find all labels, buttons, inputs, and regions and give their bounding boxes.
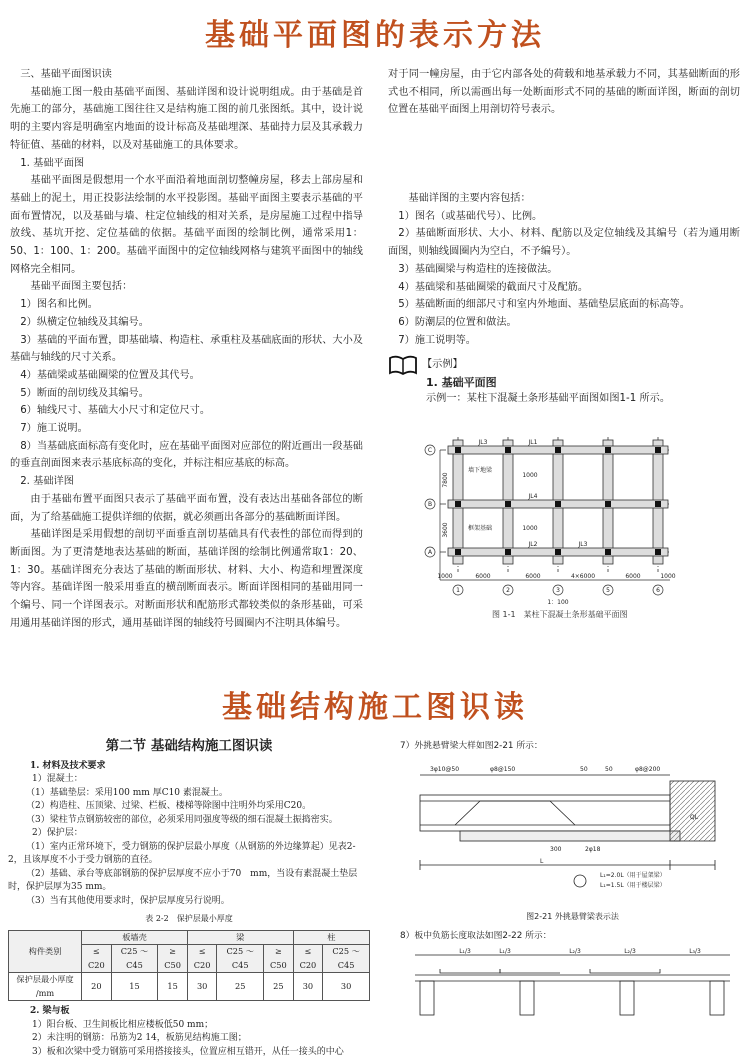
dim-label: 1000 [522, 525, 537, 532]
table-cell: 保护层最小厚度 /mm [9, 973, 82, 1001]
subheading-detail: 2. 基础详图 [10, 473, 363, 491]
example-header [388, 355, 740, 375]
beam-label: JL1 [528, 439, 538, 446]
table-header: ≥ C50 [158, 945, 188, 973]
table-header: ≥ C50 [264, 945, 294, 973]
dim-label: L₁/3 [499, 948, 511, 955]
section-title-top: 基础平面图的表示方法 [0, 10, 750, 54]
intro-paragraph: 基础施工图一般由基础平面图、基础详图和设计说明组成。由于基础是首先施工的部分，基础施工图往往又是结构施工图的前几张图纸。其中，设计说明的主要内容是明确室内地面的设计标高及基础埋深、基础持力层及其承载力特征值、基础的材料，以及对基础施工的具体要求。 [10, 84, 363, 155]
table-header: ≤ C20 [187, 945, 217, 973]
detail-paragraph-2: 基础详图是采用假想的剖切平面垂直剖切基础具有代表性的部位而得到的断面图。为了更清楚地表达基础的断面，基础详图的绘制比例通常取1：20、1：30。基础详图充分表达了基础的断面形状、材料、大小、构造和埋置深度等内容。基础详图一般采用垂直的横剖断面表示。断面详图相同的基础用同一个编号、同一个详图表示。对断面形状和配筋形式都较类似的条形基础，可采用通用基础详图的形式，通用基础详图的轴线符号圆圈内不注明具体编号。 [10, 526, 363, 579]
rebar-label: 2φ18 [585, 846, 601, 853]
protection-layer-table [8, 930, 370, 1002]
table-header: C25 ～ C45 [111, 945, 158, 973]
dim-label: L₂/3 [569, 948, 581, 955]
table-header: 柱 [293, 930, 369, 945]
plan-item: 3）基础的平面布置，即基础墙、构造柱、承重柱及基础底面的形状、大小及基础与轴线的尺寸关系。 [10, 332, 363, 367]
scale-label: 1：100 [547, 599, 568, 606]
text-line: 2）保护层： [32, 827, 370, 841]
table-cell: 30 [187, 973, 217, 1001]
left-column [10, 66, 363, 579]
note-label: 框架基础 [468, 524, 492, 532]
beam-label: JL4 [528, 493, 538, 500]
beam-label: JL2 [528, 541, 538, 548]
table-header: 板墙壳 [82, 930, 188, 945]
dim-label: 3600 [442, 522, 449, 537]
detail-item: 1）图名（或基础代号）、比例。 [388, 208, 740, 226]
axis-label: 1 [456, 587, 460, 594]
detail-item: 7）施工说明等。 [388, 332, 740, 350]
table-header: C25 ～ C45 [217, 945, 264, 973]
slab-rebar-figure [400, 945, 745, 1015]
rebar-label: φ8@150 [490, 766, 515, 773]
dim-label: 300 [550, 846, 562, 853]
axis-label: C [428, 447, 432, 454]
detail-contents-title: 基础详图的主要内容包括： [388, 190, 740, 208]
axis-label: 5 [606, 587, 610, 594]
dim-label: 7800 [442, 472, 449, 487]
table-cell: 25 [217, 973, 264, 1001]
dim-label: L₂/3 [624, 948, 636, 955]
item-8-text: 8）板中负筋长度取法如图2-22 所示： [400, 928, 745, 941]
table-cell: 15 [158, 973, 188, 1001]
dim-label: 1000 [522, 472, 537, 479]
example-text: 示例一：某柱下混凝土条形基础平面图如图1-1 所示。 [426, 391, 740, 407]
table-cell: 20 [82, 973, 112, 1001]
detail-item: 6）防潮层的位置和做法。 [388, 314, 740, 332]
text-line: 2）未注明的钢筋：吊筋为2 14，板筋见结构施工图； [32, 1032, 370, 1046]
axis-label: 2 [506, 587, 510, 594]
dim-label: 4×6000 [571, 573, 595, 580]
plan-item: 7）施工说明。 [10, 420, 363, 438]
dim-label: L₁/3 [459, 948, 471, 955]
detail-item: 4）基础梁和基础圈梁的截面尺寸及配筋。 [388, 279, 740, 297]
text-line: （1）室内正常环境下，受力钢筋的保护层最小厚度（从钢筋的外边缘算起）见表2-2，且该厚度不小于受力钢筋的直径。 [8, 841, 370, 868]
table-header: ≤ C20 [82, 945, 112, 973]
table-header: C25 ～ C45 [323, 945, 370, 973]
plan-item: 5）断面的剖切线及其编号。 [10, 385, 363, 403]
dim-label: 1000 [437, 573, 452, 580]
beam-label: QL [690, 814, 699, 821]
dim-label: L₃/3 [689, 948, 701, 955]
detail-paragraph-3 [388, 66, 740, 190]
plan-item: 6）轴线尺寸、基础大小尺寸和定位尺寸。 [10, 402, 363, 420]
section-heading: 三、基础平面图识读 [10, 66, 363, 84]
table-cell: 25 [264, 973, 294, 1001]
table-caption: 表 2-2 保护层最小厚度 [8, 912, 370, 926]
plan-contents-title: 基础平面图主要包括： [10, 278, 363, 296]
dim-label: 1000 [660, 573, 675, 580]
text-line: （2）基础、承台等底部钢筋的保护层厚度不应小于70 mm，当设有素混凝土垫层时，保护层厚为35 mm。 [8, 868, 370, 895]
dim-label: 50 [605, 766, 613, 773]
table-cell: 30 [293, 973, 323, 1001]
detail-paragraph-continued: 对于同一幢房屋，由于它内部各处的荷载和地基承载力不同，其基础断面的形式也不相同，所以需画出每一处断面形式不同的基础的断面详图，断面的剖切位置在基础平面图上用剖切符号表示。 [388, 69, 740, 115]
chapter-section-heading: 第二节 基础结构施工图识读 [8, 740, 370, 754]
dim-label: 6000 [625, 573, 640, 580]
beam-label: JL3 [578, 541, 588, 548]
plan-item: 1）图名和比例。 [10, 296, 363, 314]
formula-label: L₁=1.5L（用于楼层梁） [600, 881, 666, 889]
detail-item: 2）基础断面形状、大小、材料、配筋以及定位轴线及其编号（若为通用断面图，则轴线圆圈内为空白，不予编号）。 [388, 225, 740, 260]
dim-label: 50 [580, 766, 588, 773]
text-line: （2）构造柱、压顶梁、过梁、栏板、楼梯等除图中注明外均采用C20。 [8, 800, 370, 814]
cantilever-beam-figure [400, 755, 745, 905]
bottom-right-column [400, 738, 745, 1015]
table-header: 梁 [187, 930, 293, 945]
subheading-plan: 1. 基础平面图 [10, 155, 363, 173]
table-cell: 30 [323, 973, 370, 1001]
text-line: 1）混凝土： [32, 773, 370, 787]
figure-caption: 图 1-1 某柱下混凝土条形基础平面图 [492, 609, 628, 620]
table-cell: 15 [111, 973, 158, 1001]
note-label: 墙下地梁 [468, 466, 493, 474]
plan-item: 8）当基础底面标高有变化时，应在基础平面图对应部位的附近画出一段基础的垂直剖面图来表示基底标高的变化，并标注相应基底的标高。 [10, 438, 363, 473]
table-header: ≤ C20 [293, 945, 323, 973]
plan-item: 2）纵横定位轴线及其编号。 [10, 314, 363, 332]
detail-item: 5）基础断面的细部尺寸和室内外地面、基础垫层底面的标高等。 [388, 296, 740, 314]
example-heading: 1. 基础平面图 [426, 375, 740, 391]
plan-item: 4）基础梁或基础圈梁的位置及其代号。 [10, 367, 363, 385]
open-book-icon [388, 355, 418, 375]
dim-label: 6000 [475, 573, 490, 580]
text-line: （1）基础垫层：采用100 mm 厚C10 素混凝土。 [8, 787, 370, 801]
detail-paragraph: 由于基础布置平面图只表示了基础平面布置，没有表达出基础各部位的断面，为了给基础施工提供详细的依据，就必须画出各部分的基础断面详图。 [10, 491, 363, 526]
text-line: （3）梁柱节点钢筋较密的部位，必须采用同强度等级的细石混凝土振捣密实。 [8, 814, 370, 828]
subheading-materials: 1. 材料及技术要求 [30, 760, 370, 774]
figure-caption: 图2-21 外挑悬臂梁表示法 [400, 911, 745, 922]
rebar-label: 3φ10@50 [430, 766, 459, 773]
item-7-text: 7）外挑悬臂梁大样如图2-21 所示： [400, 738, 745, 751]
text-line: （3）当有其他使用要求时，保护层厚度另行说明。 [8, 895, 370, 909]
section-title-bottom: 基础结构施工图识读 [0, 682, 750, 726]
plan-paragraph: 基础平面图是假想用一个水平面沿着地面剖切整幢房屋，移去上部房屋和基础上的泥土，用正投影法绘制的水平投影图。基础平面图主要表示基础的平面布置情况，以及基础与墙、柱定位轴线的相对关系，是房屋施工过程中指导放线、基坑开挖、定位基础的依据。基础平面图的绘制比例，通常采用1：50、1：100、1：200。基础平面图中的定位轴线网格与建筑平面图中的轴线网格完全相同。 [10, 172, 363, 278]
axis-label: 6 [656, 587, 660, 594]
bottom-left-column [8, 738, 370, 1059]
rebar-label: φ8@200 [635, 766, 660, 773]
beam-label: JL3 [478, 439, 488, 446]
axis-label: A [428, 549, 433, 556]
dim-label: 6000 [525, 573, 540, 580]
axis-label: B [428, 501, 432, 508]
text-line: 1）阳台板、卫生间板比相应楼板低50 mm； [32, 1019, 370, 1033]
subheading-beams: 2. 梁与板 [30, 1005, 370, 1019]
detail-item: 3）基础圈梁与构造柱的连接做法。 [388, 261, 740, 279]
formula-label: L₁=2.0L（用于屋架梁） [600, 871, 666, 879]
foundation-plan-figure [420, 432, 680, 612]
right-column [388, 66, 740, 407]
example-label: 【示例】 [422, 356, 463, 374]
text-line: 3）板和次梁中受力钢筋可采用搭接接头，位置应相互错开，从任一接头的中心 [32, 1046, 370, 1059]
table-header: 构件类别 [9, 930, 82, 973]
axis-label: 3 [556, 587, 560, 594]
dim-label: L [540, 858, 544, 865]
